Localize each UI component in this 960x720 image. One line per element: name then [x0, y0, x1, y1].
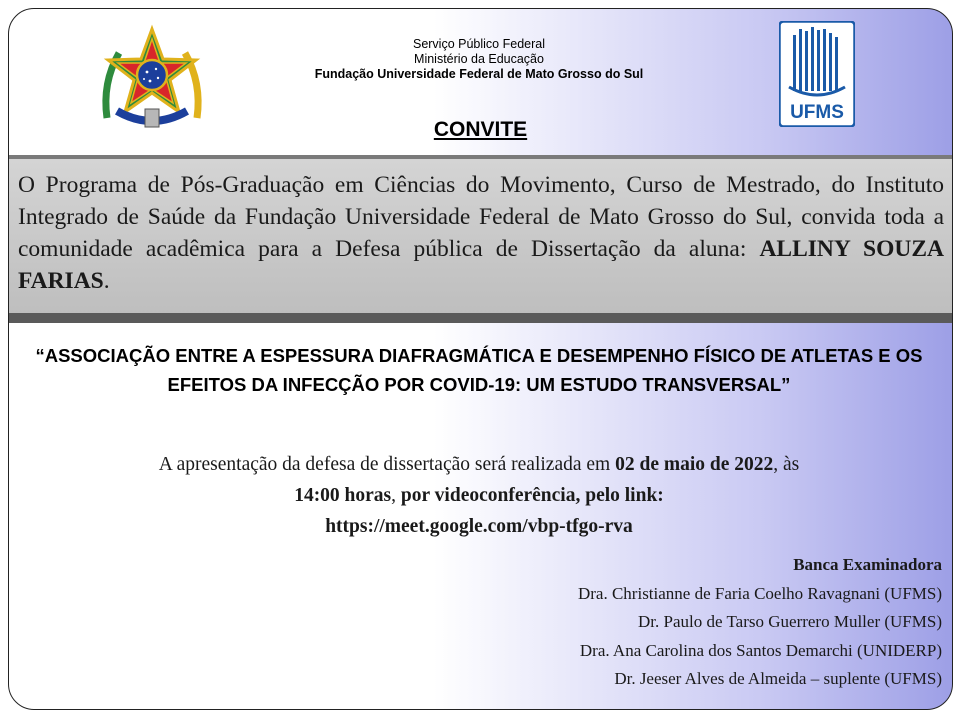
- dissertation-title: “ASSOCIAÇÃO ENTRE A ESPESSURA DIAFRAGMÁTICA E DESEMPENHO FÍSICO DE ATLETAS E OS EFEITOS DA INFECÇÃO POR COVID-19: UM ESTUDO TRANSVERSAL”: [35, 345, 923, 395]
- student-name: ALLINY SOUZA FARIAS: [18, 236, 945, 294]
- presentation-mid: ,: [391, 485, 401, 506]
- presentation-date: 02 de maio de 2022: [615, 454, 774, 475]
- intro-divider: [9, 313, 952, 323]
- page-title: CONVITE: [433, 118, 528, 141]
- intro-text: O Programa de Pós-Graduação em Ciências do Movimento, Curso de Mestrado, do Instituto Integrado de Saúde da Fundação Universidade Federal de Mato Grosso do Sul, convida toda a comunidade acadêmica para a Defesa pública de Dissertação da aluna:: [18, 172, 944, 262]
- header-line-foundation: Fundação Universidade Federal de Mato Grosso do Sul: [314, 67, 644, 81]
- committee-title: Banca Examinadora: [793, 555, 942, 574]
- presentation-sep: , às: [773, 454, 800, 475]
- slide: [8, 8, 953, 710]
- committee-member: Dra. Christianne de Faria Coelho Ravagnani (UFMS): [577, 583, 942, 603]
- presentation-mode: por videoconferência, pelo link:: [400, 485, 664, 506]
- committee-member: Dr. Jeeser Alves de Almeida – suplente (UFMS): [614, 669, 942, 688]
- meeting-link[interactable]: https://meet.google.com/vbp-tfgo-rva: [325, 516, 633, 537]
- header-text: [239, 37, 719, 82]
- brazil-coat-of-arms-icon: [97, 23, 207, 133]
- committee-member: Dra. Ana Carolina dos Santos Demarchi (UNIDERP): [579, 640, 942, 660]
- header-line-service: Serviço Público Federal: [412, 37, 545, 51]
- committee-member: Dr. Paulo de Tarso Guerrero Muller (UFMS): [638, 612, 942, 631]
- ufms-logo-text: UFMS: [790, 102, 844, 123]
- intro-end: .: [103, 268, 110, 294]
- presentation-time: 14:00 horas: [294, 485, 392, 506]
- examining-committee: [382, 551, 942, 694]
- presentation-info: [29, 449, 929, 542]
- intro-paragraph: [18, 169, 944, 297]
- presentation-prefix: A apresentação da defesa de dissertação será realizada em: [158, 454, 616, 475]
- ufms-logo: [779, 21, 855, 127]
- header-line-ministry: Ministério da Educação: [414, 52, 544, 66]
